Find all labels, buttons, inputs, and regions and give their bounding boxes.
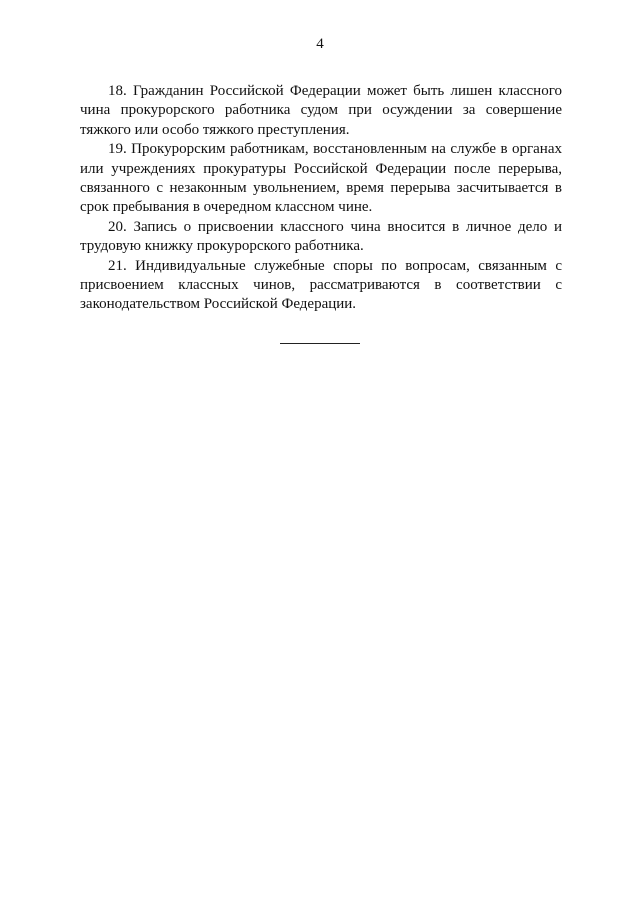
paragraph-18: 18. Гражданин Российской Федерации может быть лишен классного чина прокурорского работника судом при осуждении за совершение тяжкого или особо тяжкого преступления. xyxy=(80,83,562,138)
paragraph-20: 20. Запись о присвоении классного чина вносится в личное дело и трудовую книжку прокурорского работника. xyxy=(80,218,562,255)
document-body xyxy=(80,82,562,315)
paragraph-21: 21. Индивидуальные служебные споры по вопросам, связанным с присвоением классных чинов, рассматриваются в соответствии с законодательством Российской Федерации. xyxy=(80,257,562,313)
page-number: 4 xyxy=(316,36,324,52)
end-of-text-divider xyxy=(280,343,360,344)
paragraph-19: 19. Прокурорским работникам, восстановленным на службе в органах или учреждениях прокуратуры Российской Федерации после перерыва, связанного с незаконным увольнением, время перерыва засчитывается в срок пребывания в очередном классном чине. xyxy=(80,141,562,216)
